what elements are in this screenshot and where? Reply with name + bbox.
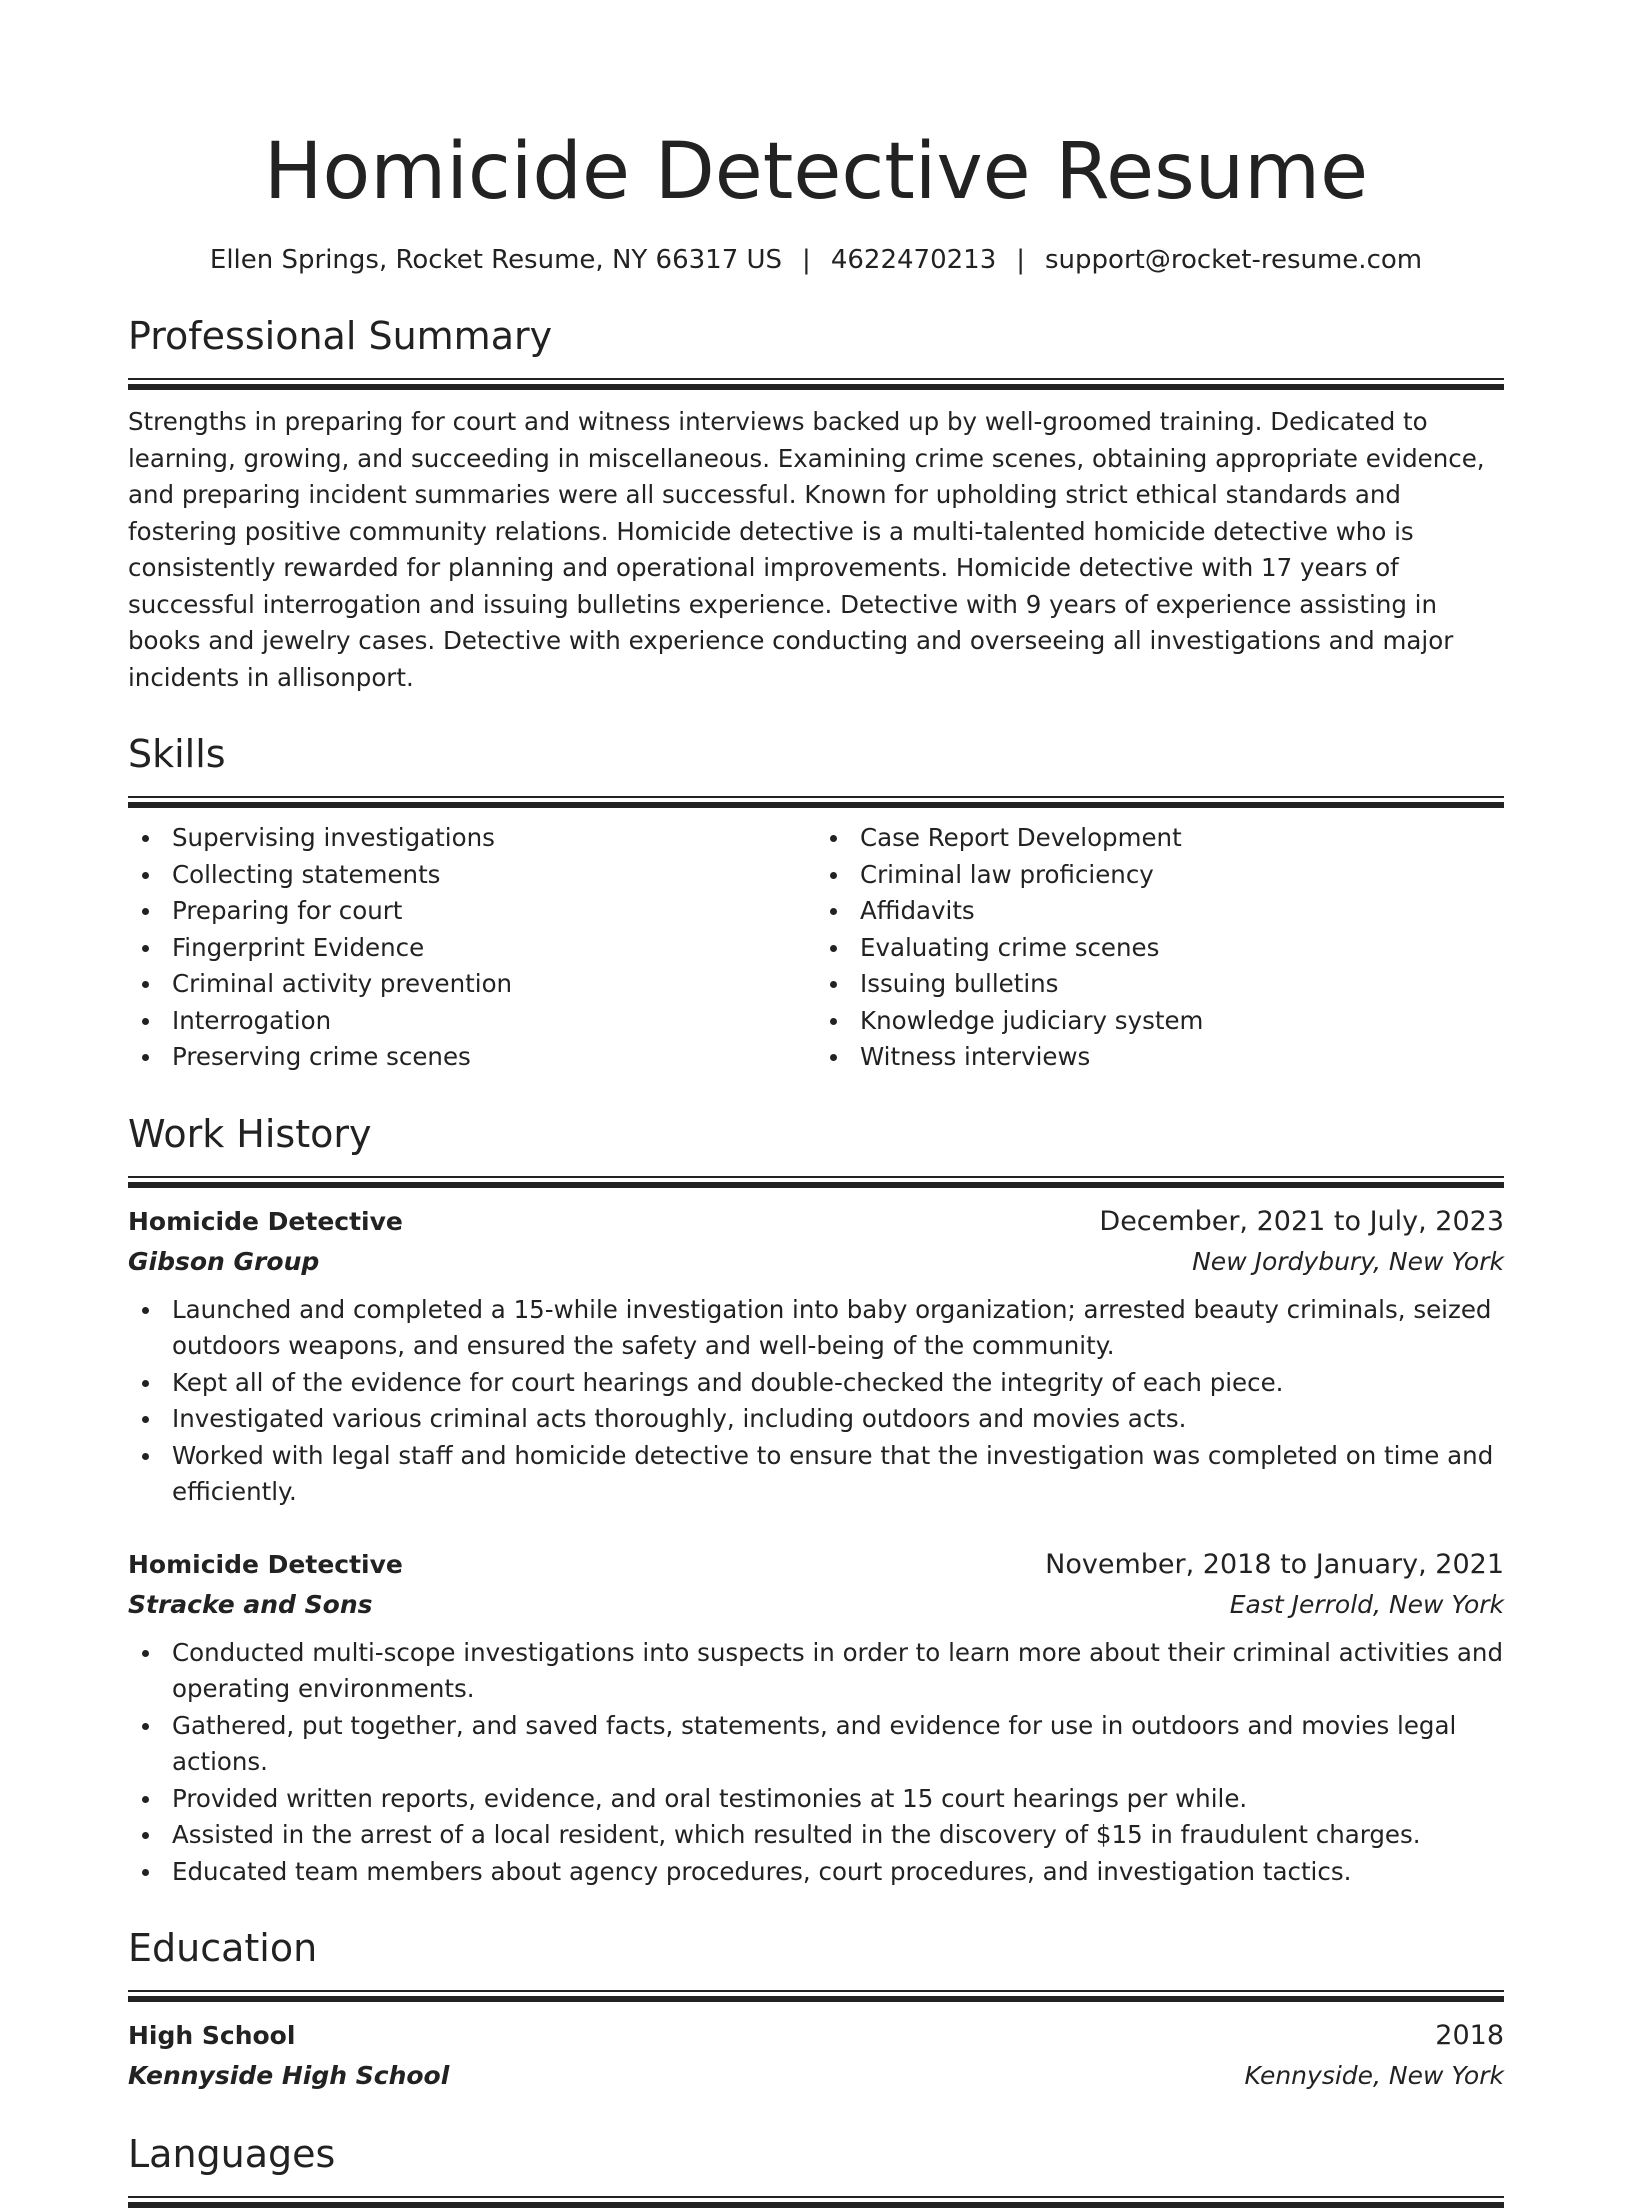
- skills-columns: [128, 820, 1504, 1076]
- job-bullets: [128, 1292, 1504, 1511]
- resume-title: Homicide Detective Resume: [263, 127, 1369, 217]
- job-header-row: [128, 1202, 1504, 1242]
- job-employer: Gibson Group: [128, 1246, 320, 1276]
- section-divider: [128, 2202, 1504, 2208]
- summary-text: Strengths in preparing for court and witness interviews backed up by well-groomed training. Dedicated to learning, growing, and succeeding in miscellaneous. Examining crime scenes, obtaining appropriate evidence, and preparing incident summaries were all successful. Known for upholding strict ethical standards and fostering positive community relations. Homicide detective is a multi-talented homicide detective who is consistently rewarded for planning and operational improvements. Homicide detective with 17 years of successful interrogation and issuing bulletins experience. Detective with 9 years of experience assisting in books and jewelry cases. Detective with experience conducting and overseeing all investigations and major incidents in allisonport.: [128, 407, 1485, 692]
- job-title: Homicide Detective: [128, 1206, 403, 1236]
- skill-item: Criminal law proficiency: [816, 857, 1504, 894]
- education-section: [128, 1924, 1504, 2096]
- skill-item: Evaluating crime scenes: [816, 930, 1504, 967]
- skill-item: Knowledge judiciary system: [816, 1003, 1504, 1040]
- languages-section: [128, 2130, 1504, 2208]
- job-bullet: Kept all of the evidence for court hearings and double-checked the integrity of each piece.: [128, 1365, 1504, 1402]
- job-employer-row: [128, 1242, 1504, 1282]
- job-location: New Jordybury, New York: [1192, 1246, 1504, 1276]
- section-divider: [128, 1990, 1504, 1992]
- skill-item: Preserving crime scenes: [128, 1039, 816, 1076]
- job-bullets: [128, 1635, 1504, 1891]
- contact-separator: |: [1016, 245, 1025, 275]
- job-bullet: Educated team members about agency procedures, court procedures, and investigation tactics.: [128, 1854, 1504, 1891]
- education-school-row: [128, 2056, 1504, 2096]
- section-divider: [128, 1182, 1504, 1188]
- skill-item: Fingerprint Evidence: [128, 930, 816, 967]
- section-divider: [128, 2196, 1504, 2198]
- education-year: 2018: [1435, 2020, 1504, 2051]
- job-location: East Jerrold, New York: [1229, 1589, 1504, 1619]
- job-dates: November, 2018 to January, 2021: [1045, 1548, 1504, 1580]
- section-title-languages: Languages: [128, 2132, 336, 2176]
- skills-section: [128, 730, 1504, 1076]
- section-divider: [128, 796, 1504, 798]
- section-divider: [128, 802, 1504, 808]
- job-dates: December, 2021 to July, 2023: [1099, 1205, 1504, 1237]
- contact-separator: |: [802, 245, 811, 275]
- education-school: Kennyside High School: [128, 2061, 450, 2090]
- section-title-education: Education: [128, 1926, 318, 1970]
- job-bullet: Conducted multi-scope investigations into suspects in order to learn more about their criminal activities and operating environments.: [128, 1635, 1504, 1708]
- work-history-section: [128, 1110, 1504, 1891]
- education-entry: [128, 2016, 1504, 2096]
- skill-item: Affidavits: [816, 893, 1504, 930]
- section-divider: [128, 1176, 1504, 1178]
- education-header-row: [128, 2016, 1504, 2056]
- skill-item: Case Report Development: [816, 820, 1504, 857]
- resume-content: [128, 120, 1504, 2208]
- job-bullet: Gathered, put together, and saved facts, statements, and evidence for use in outdoors and movies legal actions.: [128, 1708, 1504, 1781]
- section-title-summary: Professional Summary: [128, 314, 553, 358]
- job-entry: [128, 1202, 1504, 1511]
- job-employer: Stracke and Sons: [128, 1589, 373, 1619]
- job-bullet: Launched and completed a 15-while investigation into baby organization; arrested beauty criminals, seized outdoors weapons, and ensured the safety and well-being of the community.: [128, 1292, 1504, 1365]
- education-location: Kennyside, New York: [1244, 2061, 1504, 2090]
- summary-section: [128, 312, 1504, 696]
- contact-phone: 4622470213: [830, 245, 997, 275]
- job-header-row: [128, 1545, 1504, 1585]
- section-divider: [128, 384, 1504, 390]
- job-title: Homicide Detective: [128, 1549, 403, 1579]
- job-bullet: Investigated various criminal acts thoroughly, including outdoors and movies acts.: [128, 1401, 1504, 1438]
- section-title-skills: Skills: [128, 732, 226, 776]
- skill-item: Collecting statements: [128, 857, 816, 894]
- job-employer-row: [128, 1585, 1504, 1625]
- skills-list-right: [816, 820, 1504, 1076]
- skill-item: Criminal activity prevention: [128, 966, 816, 1003]
- skill-item: Interrogation: [128, 1003, 816, 1040]
- job-entry: [128, 1545, 1504, 1891]
- contact-address: Ellen Springs, Rocket Resume, NY 66317 US: [209, 245, 783, 275]
- skills-list-left: [128, 820, 816, 1076]
- job-bullet: Worked with legal staff and homicide detective to ensure that the investigation was completed on time and efficiently.: [128, 1438, 1504, 1511]
- section-title-work-history: Work History: [128, 1111, 372, 1156]
- skill-item: Issuing bulletins: [816, 966, 1504, 1003]
- contact-line: [128, 242, 1504, 278]
- job-bullet: Provided written reports, evidence, and oral testimonies at 15 court hearings per while.: [128, 1781, 1504, 1818]
- skill-item: Witness interviews: [816, 1039, 1504, 1076]
- skill-item: Supervising investigations: [128, 820, 816, 857]
- job-bullet: Assisted in the arrest of a local resident, which resulted in the discovery of $15 in fraudulent charges.: [128, 1817, 1504, 1854]
- skill-item: Preparing for court: [128, 893, 816, 930]
- section-divider: [128, 1996, 1504, 2002]
- contact-email: support@rocket-resume.com: [1045, 245, 1423, 275]
- section-divider: [128, 378, 1504, 380]
- education-degree: High School: [128, 2021, 296, 2050]
